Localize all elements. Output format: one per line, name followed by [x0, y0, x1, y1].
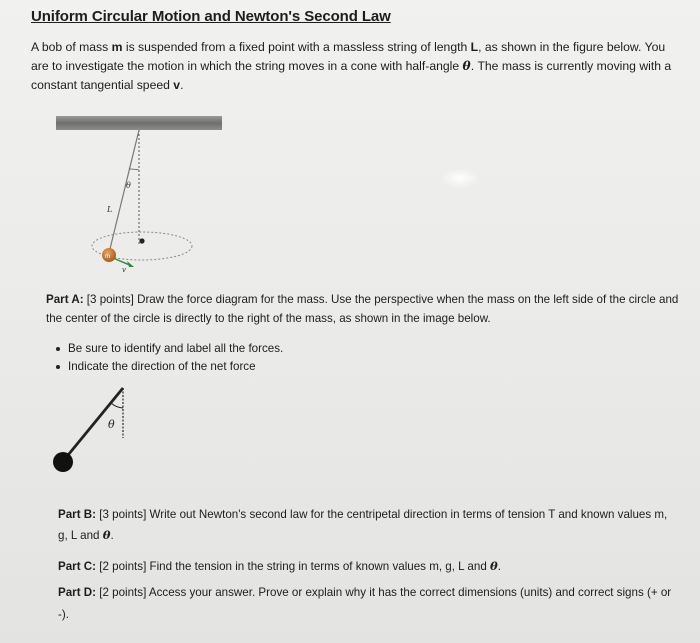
velocity-arrowhead — [127, 261, 134, 267]
ceiling-bar — [56, 116, 222, 130]
theta-label: θ — [126, 181, 131, 190]
theta-label: θ — [108, 418, 115, 431]
part-b-theta-symbol: θ — [102, 528, 111, 542]
page-title: Uniform Circular Motion and Newton's Second Law — [31, 8, 391, 25]
intro-mass-symbol: m — [111, 40, 123, 54]
theta-arc — [129, 169, 139, 170]
velocity-label: v — [122, 266, 126, 274]
intro-theta-symbol: θ — [462, 59, 471, 73]
intro-text-2: is suspended from a fixed point with a massless string of length — [122, 40, 471, 54]
part-c-text: [2 points] Find the tension in the string in terms of known values m, g, L and — [96, 560, 490, 573]
intro-velocity-symbol: v — [173, 78, 181, 92]
part-c-label: Part C: — [58, 560, 97, 573]
part-d-label: Part D: — [58, 586, 97, 599]
part-b-text: [3 points] Write out Newton's second law for the centripetal direction in terms of tension T and known values m, g, L and — [58, 508, 668, 542]
intro-text-1: A bob of mass — [31, 40, 112, 54]
part-b-label: Part B: — [58, 508, 97, 521]
string-line — [109, 130, 139, 253]
part-b-end: . — [110, 529, 114, 542]
length-label: L — [107, 205, 113, 214]
part-a-paragraph — [46, 290, 686, 328]
bob-mass — [53, 452, 73, 472]
circle-center-dot — [139, 238, 144, 243]
photo-glare — [440, 168, 480, 188]
part-a-label: Part A: — [46, 293, 84, 306]
intro-text-5: . — [180, 78, 184, 92]
bullet-item: Indicate the direction of the net force — [56, 358, 283, 376]
part-d-paragraph — [58, 582, 683, 626]
part-c-end: . — [497, 560, 501, 573]
bullet-item: Be sure to identify and label all the forces. — [56, 340, 283, 358]
conical-pendulum-figure — [54, 112, 224, 282]
part-a-bullet-list — [56, 340, 283, 376]
part-b-paragraph — [58, 505, 678, 546]
part-d-text: [2 points] Access your answer. Prove or explain why it has the correct dimensions (units) and correct signs (+ or -). — [58, 586, 672, 621]
mass-label: m — [105, 254, 110, 260]
theta-arc — [111, 403, 123, 408]
side-view-figure — [48, 378, 138, 478]
part-c-theta-symbol: θ — [489, 559, 498, 573]
intro-text-4: . The mass is currently moving with a constant tangential speed — [31, 59, 672, 92]
intro-paragraph — [31, 38, 681, 95]
part-c-paragraph — [58, 556, 678, 577]
intro-length-symbol: L — [470, 40, 479, 54]
part-a-text: [3 points] Draw the force diagram for the mass. Use the perspective when the mass on the left side of the circle and the center of the circle is directly to the right of the mass, as shown in the image below. — [46, 293, 679, 325]
intro-text-3: , as shown in the figure below. You are to investigate the motion in which the string moves in a cone with half-angle — [31, 40, 666, 73]
